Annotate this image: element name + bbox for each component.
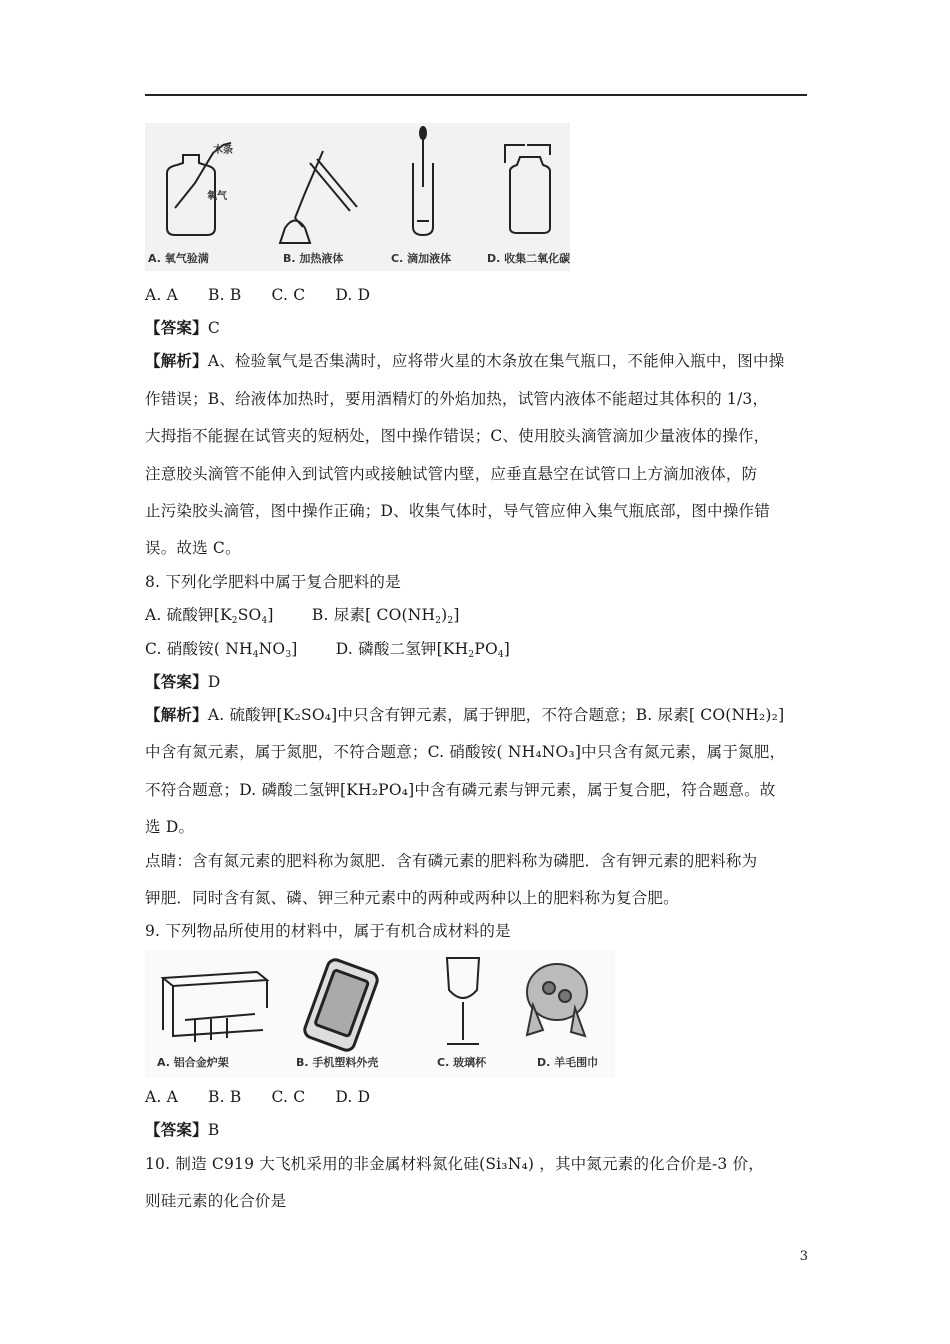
q8-option-a: A. 硫酸钾$[K_2SO_4]$	[145, 606, 274, 626]
q8-answer	[145, 672, 220, 692]
q9-option-b: B. B	[208, 1088, 242, 1106]
q7-fig-label-d: D. 收集二氧化碳	[487, 252, 571, 265]
q7-analysis-line-1: 作错误；B、给液体加热时，要用酒精灯的外焰加热，试管内液体不能超过其体积的 1/3，	[145, 390, 769, 408]
q8-question: 8. 下列化学肥料中属于复合肥料的是	[145, 573, 401, 591]
q8-analysis-line-1: 中含有氮元素，属于氮肥，不符合题意；C. 硝酸铵( NH₄NO₃]中只含有氮元素，属于氮肥，	[145, 743, 786, 761]
q8-options-cd	[145, 639, 510, 662]
q9-answer-value: B	[207, 1121, 220, 1139]
q8-analysis-text-0: A. 硫酸钾[K₂SO₄]中只含有钾元素，属于钾肥，不符合题意；B. 尿素[ CO(NH₂)₂]	[207, 706, 785, 724]
q7-fig-label-b: B. 加热液体	[283, 252, 344, 265]
q9-answer	[145, 1120, 219, 1140]
q7-option-d: D. D	[335, 286, 371, 304]
q9-options	[145, 1087, 400, 1107]
q7-options	[145, 285, 400, 305]
q7-figure-drawing	[145, 123, 570, 271]
q7-fig-label-a: A. 氧气验满	[148, 252, 209, 265]
page-number: 3	[799, 1249, 808, 1264]
q9-question: 9. 下列物品所使用的材料中，属于有机合成材料的是	[145, 922, 511, 940]
header-rule	[145, 94, 807, 96]
q9-fig-label-b: B. 手机塑料外壳	[296, 1056, 379, 1069]
q7-analysis-text-0: A、检验氧气是否集满时，应将带火星的木条放在集气瓶口，不能伸入瓶中，图中操	[207, 352, 785, 370]
q9-option-c: C. C	[271, 1088, 306, 1106]
q7-analysis-line-5: 误。故选 C。	[145, 539, 241, 557]
q8-answer-label: 【答案】	[145, 672, 208, 691]
q8-option-b: B. 尿素[ $CO(NH_2)_2$]	[311, 606, 460, 626]
q10-line-0: 10. 制造 C919 大飞机采用的非金属材料氮化硅(Si₃N₄) ，其中氮元素的化合价是-3 价，	[145, 1155, 764, 1173]
q7-analysis-line-3: 注意胶头滴管不能伸入到试管内或接触试管内壁，应垂直悬空在试管口上方滴加液体，防	[145, 465, 758, 483]
q8-option-c: C. 硝酸铵( $NH_4NO_3$]	[145, 640, 298, 660]
q8-options-ab	[145, 605, 460, 628]
phone-icon	[303, 958, 380, 1053]
q9-fig-label-a: A. 铝合金炉架	[157, 1056, 229, 1069]
wine-glass-icon	[447, 958, 479, 1044]
q7-option-c: C. C	[271, 286, 306, 304]
q7-answer-label: 【答案】	[145, 318, 208, 337]
q7-figure	[145, 123, 570, 271]
q7-analysis-line-4: 止污染胶头滴管，图中操作正确；D、收集气体时，导气管应伸入集气瓶底部，图中操作错	[145, 502, 770, 520]
q8-analysis-line-3: 选 D。	[145, 818, 195, 836]
q7-fig-label-c: C. 滴加液体	[391, 252, 452, 265]
scarf-icon	[527, 964, 587, 1036]
q7-analysis-label: 【解析】	[145, 351, 208, 370]
q8-note-line-0: 点睛：含有氮元素的肥料称为氮肥．含有磷元素的肥料称为磷肥．含有钾元素的肥料称为	[145, 852, 758, 870]
q10-line-1: 则硅元素的化合价是	[145, 1192, 287, 1210]
q9-answer-label: 【答案】	[145, 1120, 208, 1139]
q9-fig-label-c: C. 玻璃杯	[437, 1056, 487, 1069]
q9-option-a: A. A	[145, 1088, 179, 1106]
annotation-stick: 木条	[213, 145, 233, 156]
q8-analysis-line-0	[145, 705, 784, 725]
collecting-bottle-icon	[505, 145, 550, 233]
q8-analysis-line-2: 不符合题意；D. 磷酸二氢钾[KH₂PO₄]中含有磷元素与钾元素，属于复合肥，符合题意。故	[145, 781, 776, 799]
q9-option-d: D. D	[335, 1088, 371, 1106]
q7-option-b: B. B	[208, 286, 242, 304]
gas-bottle-icon	[167, 143, 231, 235]
q7-answer	[145, 318, 220, 338]
heating-tube-icon	[280, 151, 357, 243]
annotation-oxygen: 氧气	[207, 191, 227, 202]
q7-option-a: A. A	[145, 286, 179, 304]
q7-analysis-line-0	[145, 351, 784, 371]
q8-analysis-label: 【解析】	[145, 705, 208, 724]
q8-note-line-1: 钾肥．同时含有氮、磷、钾三种元素中的两种或两种以上的肥料称为复合肥。	[145, 889, 679, 907]
q7-answer-value: C	[207, 319, 220, 337]
q9-fig-label-d: D. 羊毛围巾	[537, 1056, 599, 1069]
q8-option-d: D. 磷酸二氢钾$[KH_2PO_4]$	[335, 640, 511, 660]
q7-analysis-line-2: 大拇指不能握在试管夹的短柄处，图中操作错误；C、使用胶头滴管滴加少量液体的操作，	[145, 427, 770, 445]
q8-answer-value: D	[207, 673, 221, 691]
rack-icon	[163, 972, 267, 1042]
dropper-icon	[413, 127, 433, 235]
